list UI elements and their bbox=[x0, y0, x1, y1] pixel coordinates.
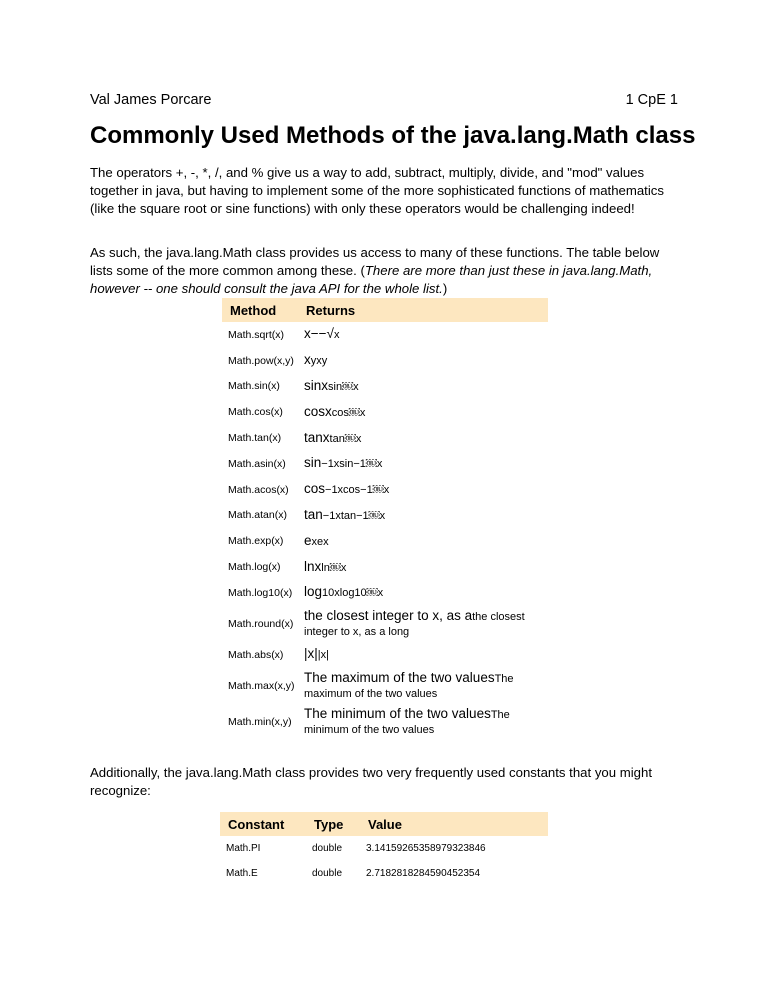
returns-cell: sin−1xsin−1￼x bbox=[304, 455, 383, 471]
returns-cell: The maximum of the two valuesThe maximum of the two values bbox=[304, 669, 514, 700]
table-row bbox=[222, 425, 548, 451]
method-cell: Math.log10(x) bbox=[228, 586, 293, 599]
constant-name-cell: Math.PI bbox=[226, 843, 261, 854]
returns-cell: the closest integer to x, as athe closest integer to x, as a long bbox=[304, 607, 525, 638]
intro-paragraph: The operators +, -, *, /, and % give us a way to add, subtract, multiply, divide, and "mod" values together in java, but having to implement some of the more sophisticated functions of mathematics (like the square root or sine functions) with only these operators would be challenging indeed! bbox=[90, 165, 664, 216]
method-cell: Math.acos(x) bbox=[228, 483, 289, 496]
returns-column-header: Returns bbox=[298, 298, 548, 322]
method-cell: Math.min(x,y) bbox=[228, 715, 292, 728]
returns-cell: cos−1xcos−1￼x bbox=[304, 481, 390, 497]
returns-cell: cosxcos￼x bbox=[304, 403, 366, 419]
table-row bbox=[220, 836, 548, 861]
page-header bbox=[90, 92, 678, 108]
methods-table bbox=[222, 298, 548, 740]
method-cell: Math.cos(x) bbox=[228, 406, 283, 419]
method-cell: Math.round(x) bbox=[228, 617, 294, 630]
returns-cell: tanxtan￼x bbox=[304, 429, 362, 445]
method-cell: Math.exp(x) bbox=[228, 535, 284, 548]
method-cell: Math.log(x) bbox=[228, 561, 281, 574]
table-row bbox=[222, 580, 548, 606]
table-row bbox=[222, 348, 548, 374]
method-cell: Math.tan(x) bbox=[228, 432, 282, 445]
method-cell: Math.asin(x) bbox=[228, 457, 286, 470]
table-row bbox=[222, 554, 548, 580]
constant-value-cell: 3.14159265358979323846 bbox=[366, 843, 486, 854]
method-cell: Math.abs(x) bbox=[228, 648, 284, 661]
table-row bbox=[222, 606, 548, 642]
method-column-header: Method bbox=[222, 298, 298, 322]
description-end: ) bbox=[442, 281, 448, 296]
table-row bbox=[222, 399, 548, 425]
constant-type-cell: double bbox=[312, 843, 343, 854]
constants-paragraph: Additionally, the java.lang.Math class provides two very frequently used constants that you might recognize: bbox=[90, 765, 652, 798]
returns-cell: log10xlog10￼x bbox=[304, 584, 384, 600]
table-row bbox=[222, 668, 548, 704]
value-column-header: Value bbox=[360, 812, 548, 836]
returns-cell: sinxsin￼x bbox=[304, 377, 359, 393]
returns-cell: exex bbox=[304, 532, 329, 548]
table-row bbox=[222, 451, 548, 477]
page-title: Commonly Used Methods of the java.lang.Math class bbox=[90, 122, 696, 149]
constant-name-cell: Math.E bbox=[226, 868, 258, 879]
methods-table-body bbox=[222, 322, 548, 740]
constants-table-body bbox=[220, 836, 548, 886]
returns-cell: xyxy bbox=[304, 352, 328, 368]
returns-cell: tan−1xtan−1￼x bbox=[304, 506, 386, 522]
constants-header-row bbox=[220, 812, 548, 836]
method-cell: Math.sqrt(x) bbox=[228, 328, 285, 341]
returns-cell: x−−√x bbox=[304, 326, 340, 342]
constants-table bbox=[220, 812, 548, 886]
table-row bbox=[220, 861, 548, 886]
table-row bbox=[222, 704, 548, 740]
constant-type-cell: double bbox=[312, 868, 343, 879]
type-column-header: Type bbox=[306, 812, 360, 836]
method-cell: Math.sin(x) bbox=[228, 380, 280, 393]
methods-header-row bbox=[222, 298, 548, 322]
returns-cell: |x||x| bbox=[304, 646, 329, 662]
constant-value-cell: 2.7182818284590452354 bbox=[366, 868, 481, 879]
method-cell: Math.atan(x) bbox=[228, 509, 287, 522]
table-row bbox=[222, 503, 548, 529]
method-cell: Math.pow(x,y) bbox=[228, 354, 294, 367]
description-italic: There are more than just these in java.lang.Math, however -- one should consult the java API for the whole list. bbox=[90, 263, 653, 296]
table-row bbox=[222, 374, 548, 400]
description-paragraph bbox=[90, 244, 682, 298]
method-cell: Math.max(x,y) bbox=[228, 679, 295, 692]
section-label: 1 CpE 1 bbox=[625, 92, 678, 108]
returns-cell: The minimum of the two valuesThe minimum of the two values bbox=[304, 705, 510, 736]
description-text: As such, the java.lang.Math class provides us access to many of these functions. The table below lists some of the more common among these. ( bbox=[90, 245, 660, 278]
table-row bbox=[222, 642, 548, 668]
returns-cell: lnxln￼x bbox=[304, 558, 347, 574]
table-row bbox=[222, 528, 548, 554]
author-name: Val James Porcare bbox=[90, 92, 212, 108]
constant-column-header: Constant bbox=[220, 812, 306, 836]
table-row bbox=[222, 477, 548, 503]
table-row bbox=[222, 322, 548, 348]
